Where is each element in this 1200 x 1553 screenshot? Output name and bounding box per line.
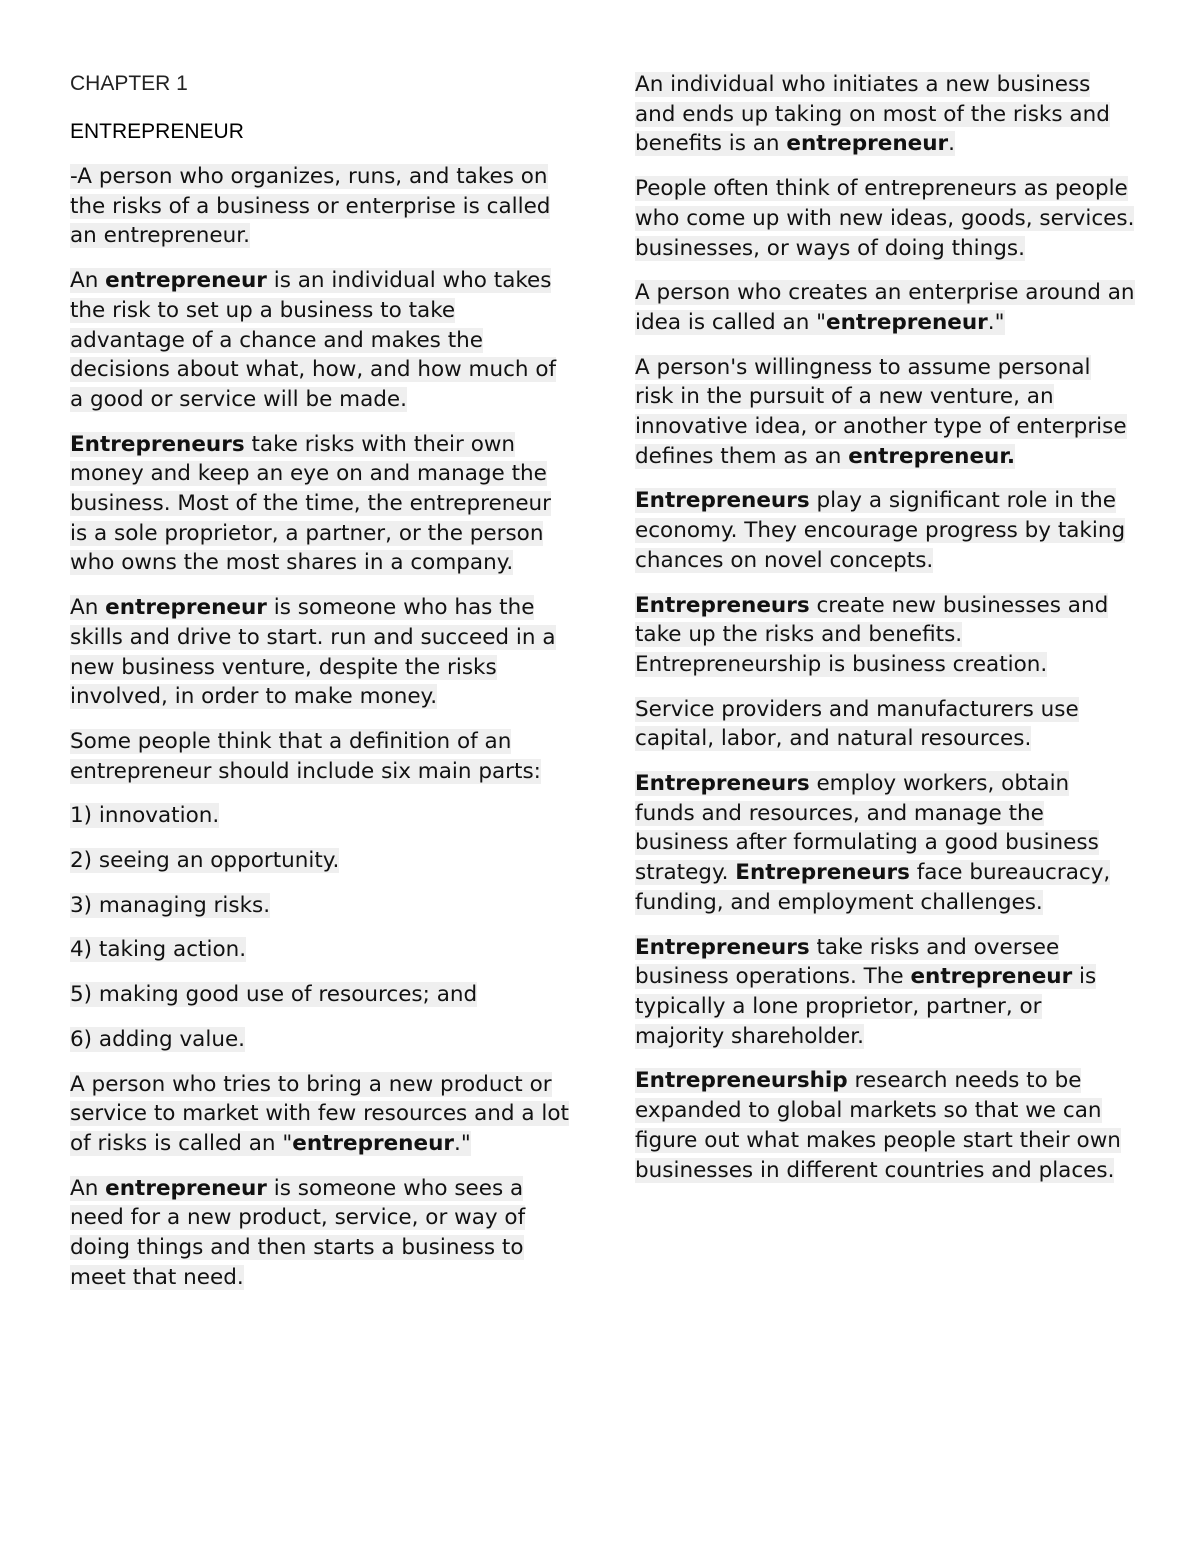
right-column — [635, 70, 1135, 1200]
list-item — [70, 1025, 570, 1055]
bold-term: Entrepreneurs — [635, 771, 810, 797]
bold-term: entrepreneur — [105, 1175, 267, 1201]
bold-term: Entrepreneurs — [635, 592, 810, 618]
bold-term: Entrepreneurship — [635, 1068, 848, 1094]
text: An — [70, 268, 106, 294]
paragraph — [635, 70, 1135, 159]
text: employ workers, obtain funds and resources, and manage the business after formulating a good business strategy. — [635, 771, 1099, 886]
bold-term: Entrepreneurs — [635, 488, 810, 514]
bold-term: Entrepreneurs — [735, 860, 910, 886]
paragraph-text — [635, 771, 1110, 915]
left-column — [70, 70, 570, 1308]
text: face bureaucracy, funding, and employment challenges. — [635, 860, 1111, 915]
text: is typically a lone proprietor, partner, or majority shareholder. — [635, 964, 1097, 1049]
list-item-text: 5) making good use of resources; and — [70, 982, 478, 1008]
list-item — [70, 980, 570, 1010]
text: take risks with their own money and keep an eye on and manage the business. Most of the time, the entrepreneur is a sole proprietor, a partner, or the person who owns the most shares in a company. — [70, 431, 552, 576]
text: An individual who initiates a new business and ends up taking on most of the risks and benefits is an — [635, 72, 1110, 157]
chapter-label: CHAPTER 1 — [70, 72, 188, 95]
text: An — [70, 1175, 106, 1201]
bold-term: entrepreneur. — [848, 443, 1016, 469]
list-item — [70, 801, 570, 831]
list-item — [70, 935, 570, 965]
paragraph-text — [635, 935, 1096, 1049]
paragraph — [635, 695, 1135, 754]
text: is someone who has the skills and drive to start. run and succeed in a new business venture, despite the risks involved, in order to make money. — [70, 595, 556, 710]
paragraph — [70, 593, 570, 712]
paragraph-text: Some people think that a definition of an entrepreneur should include six main parts: — [70, 728, 541, 784]
text: A person who tries to bring a new product or service to market with few resources and a lot of risks is called an " — [70, 1071, 569, 1156]
paragraph — [635, 174, 1135, 263]
paragraph — [635, 1066, 1135, 1185]
bold-term: entrepreneur — [292, 1130, 454, 1156]
paragraph — [70, 266, 570, 415]
paragraph — [70, 727, 570, 786]
bold-term: entrepreneur — [826, 309, 988, 335]
paragraph — [635, 353, 1135, 472]
list-item — [70, 846, 570, 876]
list-item-text: 1) innovation. — [70, 803, 220, 829]
bold-term: Entrepreneurs — [635, 934, 810, 960]
paragraph-text — [635, 593, 1108, 677]
text: A person who creates an enterprise around an idea is called an " — [635, 280, 1135, 335]
paragraph-text — [635, 355, 1127, 469]
paragraph — [70, 1070, 570, 1159]
text: ." — [987, 309, 1005, 335]
text: A person's willingness to assume personal risk in the pursuit of a new venture, an innovative idea, or another type of enterprise defines them as an — [635, 354, 1127, 469]
text: . — [948, 131, 955, 157]
text: take risks and oversee business operations. The — [635, 934, 1060, 990]
paragraph-text — [70, 268, 556, 412]
paragraph-text — [70, 595, 556, 709]
paragraph — [635, 933, 1135, 1052]
list-item — [70, 891, 570, 921]
paragraph — [70, 1174, 570, 1293]
text: is someone who sees a need for a new product, service, or way of doing things and then starts a business to meet that need. — [70, 1175, 526, 1290]
paragraph — [70, 162, 570, 251]
paragraph-text — [70, 432, 551, 576]
paragraph-text: Service providers and manufacturers use capital, labor, and natural resources. — [635, 696, 1079, 752]
paragraph — [635, 278, 1135, 337]
text: An — [70, 595, 106, 621]
paragraph-text — [635, 1068, 1121, 1182]
list-item-text: 3) managing risks. — [70, 892, 271, 918]
paragraph — [635, 769, 1135, 918]
bold-term: Entrepreneurs — [70, 431, 245, 457]
text: play a significant role in the economy. They encourage progress by taking chances on novel concepts. — [635, 488, 1126, 573]
paragraph — [635, 591, 1135, 680]
text: ." — [453, 1130, 471, 1156]
list-item-text: 4) taking action. — [70, 937, 247, 963]
list-item-text: 2) seeing an opportunity. — [70, 848, 340, 874]
section-heading: ENTREPRENEUR — [70, 120, 244, 143]
list-item-text: 6) adding value. — [70, 1026, 246, 1052]
text: is an individual who takes the risk to set up a business to take advantage of a chance and makes the decisions about what, how, and how much of a good or service will be made. — [70, 268, 557, 412]
paragraph-text — [635, 72, 1110, 156]
paragraph — [70, 430, 570, 579]
bold-term: entrepreneur — [105, 268, 267, 294]
bold-term: entrepreneur — [105, 595, 267, 621]
paragraph-text: -A person who organizes, runs, and takes on the risks of a business or enterprise is called an entrepreneur. — [70, 164, 551, 249]
paragraph-text — [635, 488, 1125, 572]
bold-term: entrepreneur — [786, 131, 949, 157]
paragraph-text: People often think of entrepreneurs as people who come up with new ideas, goods, services. businesses, or ways of doing things. — [635, 176, 1135, 261]
text: research needs to be expanded to global markets so that we can figure out what makes people start their own businesses in different countries and places. — [635, 1068, 1121, 1183]
paragraph-text — [635, 280, 1135, 335]
paragraph — [635, 486, 1135, 575]
paragraph-text — [70, 1072, 569, 1156]
bold-term: entrepreneur — [910, 964, 1073, 990]
paragraph-text — [70, 1176, 525, 1290]
text: create new businesses and take up the risks and benefits. Entrepreneurship is business creation. — [635, 592, 1109, 677]
